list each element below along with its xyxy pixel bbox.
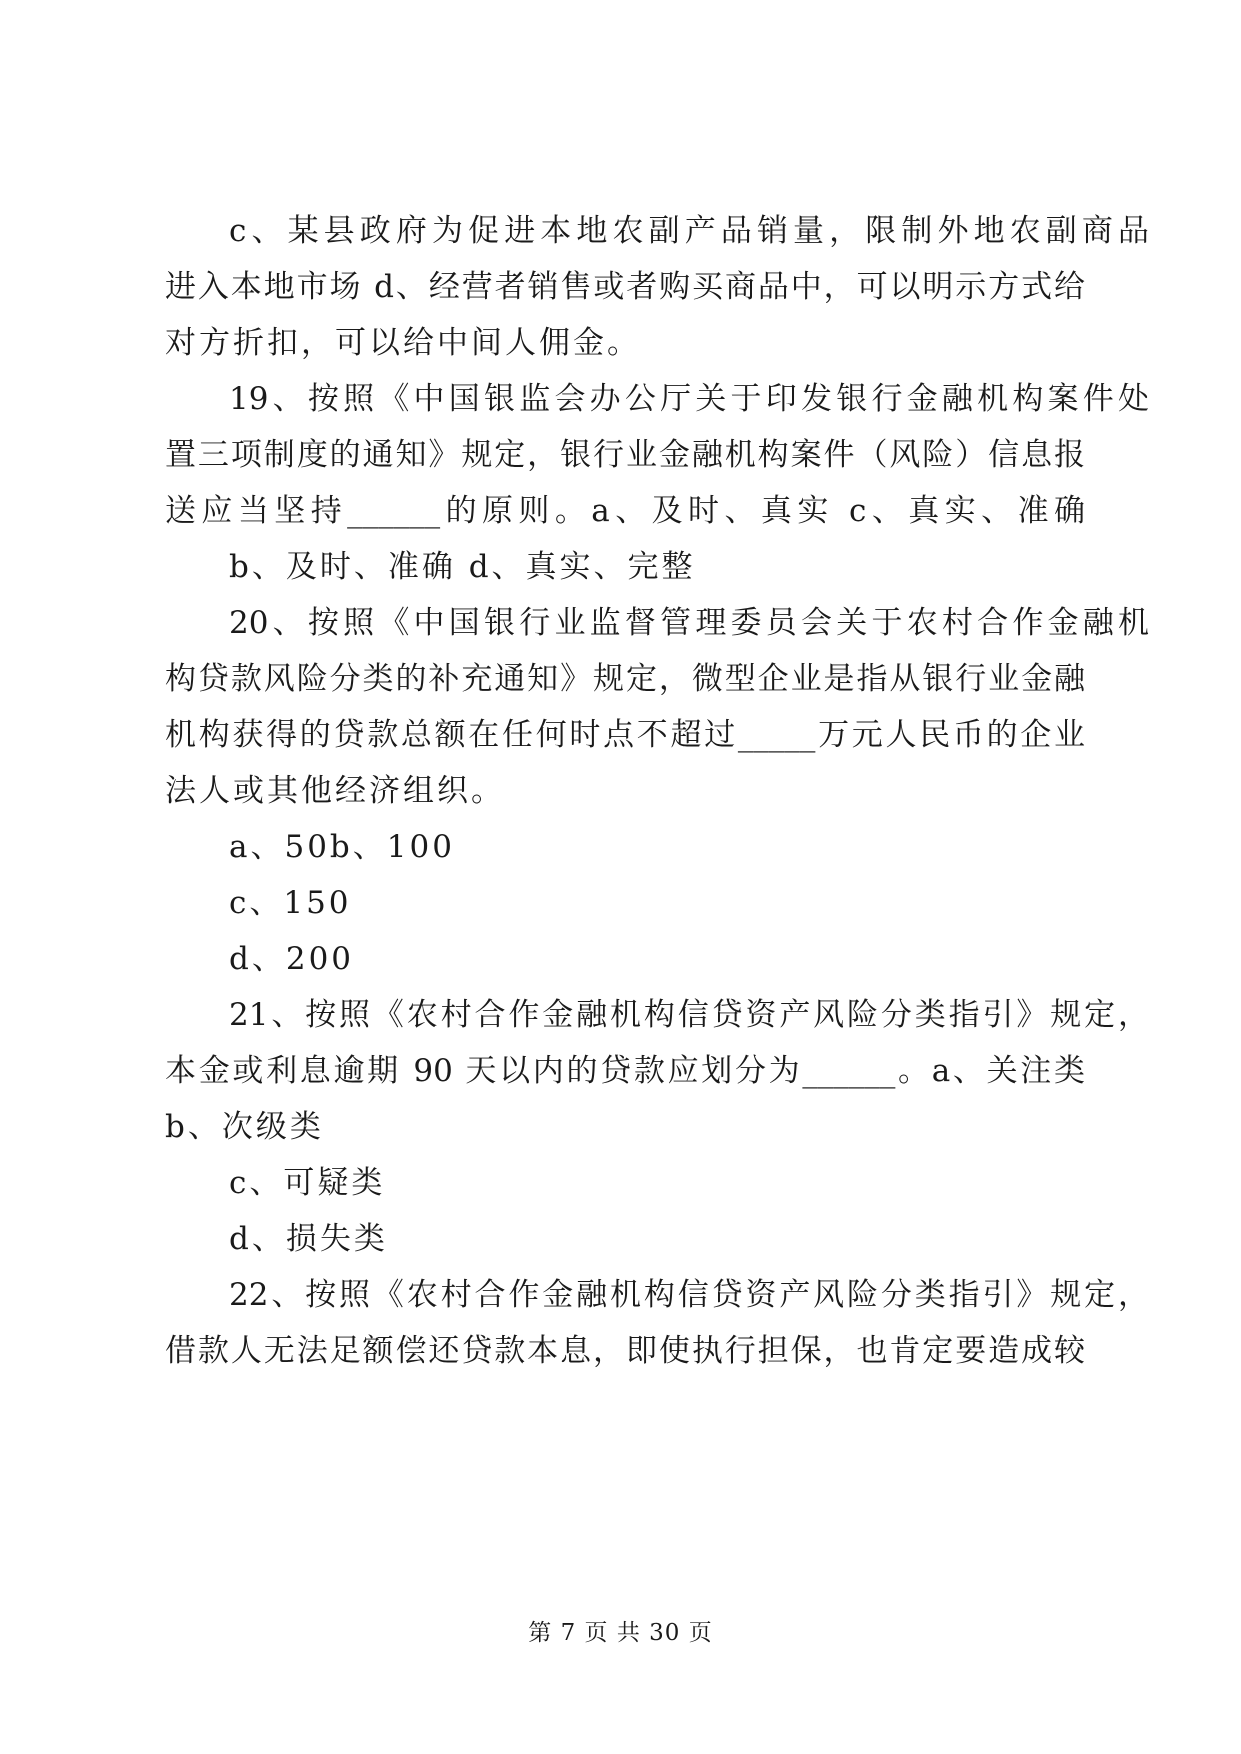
text-line: 置三项制度的通知》规定，银行业金融机构案件（风险）信息报 [165, 437, 1085, 473]
text-line: d、损失类 [229, 1221, 388, 1257]
text-line: 对方折扣，可以给中间人佣金。 [165, 325, 641, 361]
text-line: 进入本地市场 d、经营者销售或者购买商品中，可以明示方式给 [165, 269, 1085, 305]
text-line: 机构获得的贷款总额在任何时点不超过_____万元人民币的企业 [165, 717, 1085, 753]
text-line: 本金或利息逾期 90 天以内的贷款应划分为______。a、关注类 [165, 1053, 1085, 1089]
text-line: 送应当坚持______的原则。a、及时、真实 c、真实、准确 [165, 493, 1085, 529]
text-line: a、50b、100 [229, 829, 455, 865]
text-line: 22、按照《农村合作金融机构信贷资产风险分类指引》规定， [229, 1277, 1149, 1313]
page-footer: 第 7 页 共 30 页 [528, 1620, 713, 1646]
text-line: c、可疑类 [229, 1165, 386, 1201]
text-line: c、150 [229, 885, 352, 921]
text-line: b、及时、准确 d、真实、完整 [229, 549, 696, 585]
text-line: 21、按照《农村合作金融机构信贷资产风险分类指引》规定， [229, 997, 1149, 1033]
text-line: 19、按照《中国银监会办公厅关于印发银行金融机构案件处 [229, 381, 1149, 417]
text-line: 借款人无法足额偿还贷款本息，即使执行担保，也肯定要造成较 [165, 1333, 1085, 1369]
text-line: d、200 [229, 941, 355, 977]
text-line: 法人或其他经济组织。 [165, 773, 505, 809]
text-line: 20、按照《中国银行业监督管理委员会关于农村合作金融机 [229, 605, 1149, 641]
text-line: 构贷款风险分类的补充通知》规定，微型企业是指从银行业金融 [165, 661, 1085, 697]
text-line: c、某县政府为促进本地农副产品销量，限制外地农副商品 [229, 213, 1149, 249]
text-line: b、次级类 [165, 1109, 324, 1145]
